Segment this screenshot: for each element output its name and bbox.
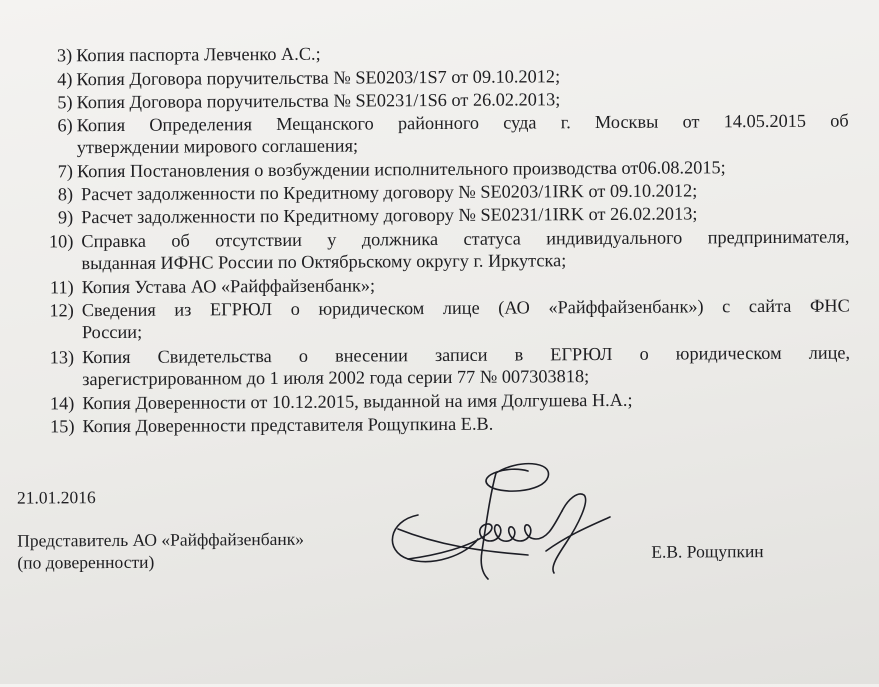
- item-text: Копия Договора поручительства № SE0203/1S7 от 09.10.2012;: [76, 66, 561, 90]
- list-item: [40, 342, 851, 390]
- item-text-continued: выданная ИФНС России по Октябрьскому округу г. Иркутска;: [81, 250, 567, 274]
- item-number: 7): [57, 161, 74, 182]
- document-date: 21.01.2016: [16, 487, 96, 508]
- item-text: Расчет задолженности по Кредитному договору № SE0231/1IRK от 26.02.2013;: [81, 203, 698, 228]
- item-text: Копия Устава АО «Райффайзенбанк»;: [81, 275, 376, 298]
- item-text: Расчет задолженности по Кредитному договору № SE0203/1IRK от 09.10.2012;: [81, 180, 698, 205]
- item-number: 9): [57, 207, 74, 228]
- item-text: Копия Договора поручительства № SE0231/1S6 от 26.02.2013;: [76, 89, 561, 113]
- item-number: 8): [57, 184, 74, 205]
- list-item: [38, 40, 828, 66]
- item-number: 10): [48, 231, 74, 252]
- item-text: Копия Свидетельства о внесении записи в ЕГРЮЛ о юридическом лице,: [82, 342, 851, 368]
- item-text: Копия Доверенности представителя Рощупкина Е.В.: [82, 413, 494, 437]
- item-text-continued: зарегистрированном до 1 июля 2002 года серии 77 № 007303818;: [82, 366, 590, 390]
- item-number: 11): [49, 277, 74, 298]
- item-text: Копия паспорта Левченко А.С.;: [76, 43, 321, 66]
- signatory-title: Представитель АО «Райффайзенбанк»: [17, 528, 305, 551]
- signatory-basis: (по доверенности): [17, 551, 155, 573]
- item-number: 4): [57, 69, 73, 90]
- item-number: 13): [49, 347, 75, 368]
- item-number: 5): [57, 92, 73, 113]
- item-number: 15): [50, 416, 75, 437]
- item-text-continued: России;: [81, 321, 143, 343]
- item-text: Справка об отсутствии у должника статуса индивидуального предпринимателя,: [81, 226, 850, 252]
- handwritten-signature: [378, 455, 628, 595]
- item-text: Копия Определения Мещанского районного суда г. Москвы от 14.05.2015 об: [76, 110, 849, 136]
- item-text: Копия Доверенности от 10.12.2015, выданной на имя Долгушева Н.А.;: [82, 389, 633, 414]
- item-text-continued: утверждении мирового соглашения;: [76, 135, 359, 158]
- item-text: Копия Постановления о возбуждении исполнительного производства от06.08.2015;: [76, 157, 726, 182]
- item-text: Сведения из ЕГРЮЛ о юридическом лице (АО «Райффайзенбанк») с сайта ФНС: [81, 295, 850, 321]
- item-number: 14): [49, 393, 75, 414]
- item-number: 6): [57, 115, 73, 136]
- item-number: 12): [49, 300, 74, 321]
- signatory-name: Е.В. Рощупкин: [651, 541, 764, 562]
- item-number: 3): [56, 45, 73, 66]
